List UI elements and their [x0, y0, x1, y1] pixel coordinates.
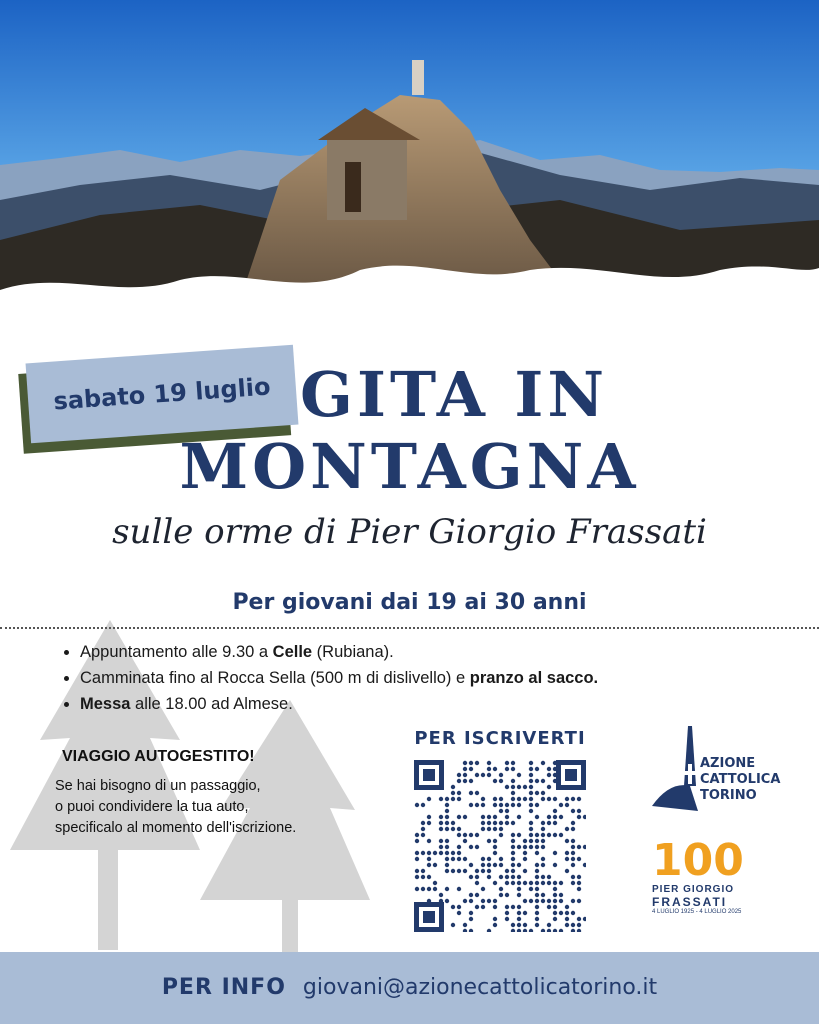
dotted-divider	[0, 627, 819, 629]
footer-info	[0, 952, 819, 1024]
subtitle-script: sulle orme di Pier Giorgio Frassati	[112, 512, 707, 552]
title-line-1: GITA IN	[300, 358, 609, 431]
trip-heading: VIAGGIO AUTOGESTITO!	[62, 748, 255, 765]
date-banner	[26, 345, 299, 443]
footer-label: PER INFO	[161, 975, 286, 1000]
azione-cattolica-wordmark: AZIONE CATTOLICA TORINO	[700, 756, 781, 803]
list-item: • Messa alle 18.00 ad Almese.	[80, 694, 800, 714]
centenary-number: 100	[652, 835, 744, 886]
info-list	[60, 642, 800, 720]
hero-photo	[0, 0, 819, 330]
registration-heading: PER ISCRIVERTI	[414, 728, 586, 749]
title-line-2: MONTAGNA	[179, 430, 640, 503]
audience-line: Per giovani dai 19 ai 30 anni	[232, 590, 587, 615]
list-item: • Appuntamento alle 9.30 a Celle (Rubiana).	[80, 642, 800, 662]
centenary-logo: 100 PIER GIORGIO FRASSATI 4 LUGLIO 1925 - 4 LUGLIO 2025	[652, 838, 762, 928]
trip-text: Se hai bisogno di un passaggio, o puoi condividere la tua auto, specificalo al momento dell'iscrizione.	[55, 778, 297, 836]
qr-code-icon[interactable]	[414, 760, 586, 932]
date-text: sabato 19 luglio	[52, 372, 272, 416]
footer-email[interactable]: giovani@azionecattolicatorino.it	[302, 975, 658, 1000]
list-item: • Camminata fino al Rocca Sella (500 m di dislivello) e pranzo al sacco.	[80, 668, 800, 688]
